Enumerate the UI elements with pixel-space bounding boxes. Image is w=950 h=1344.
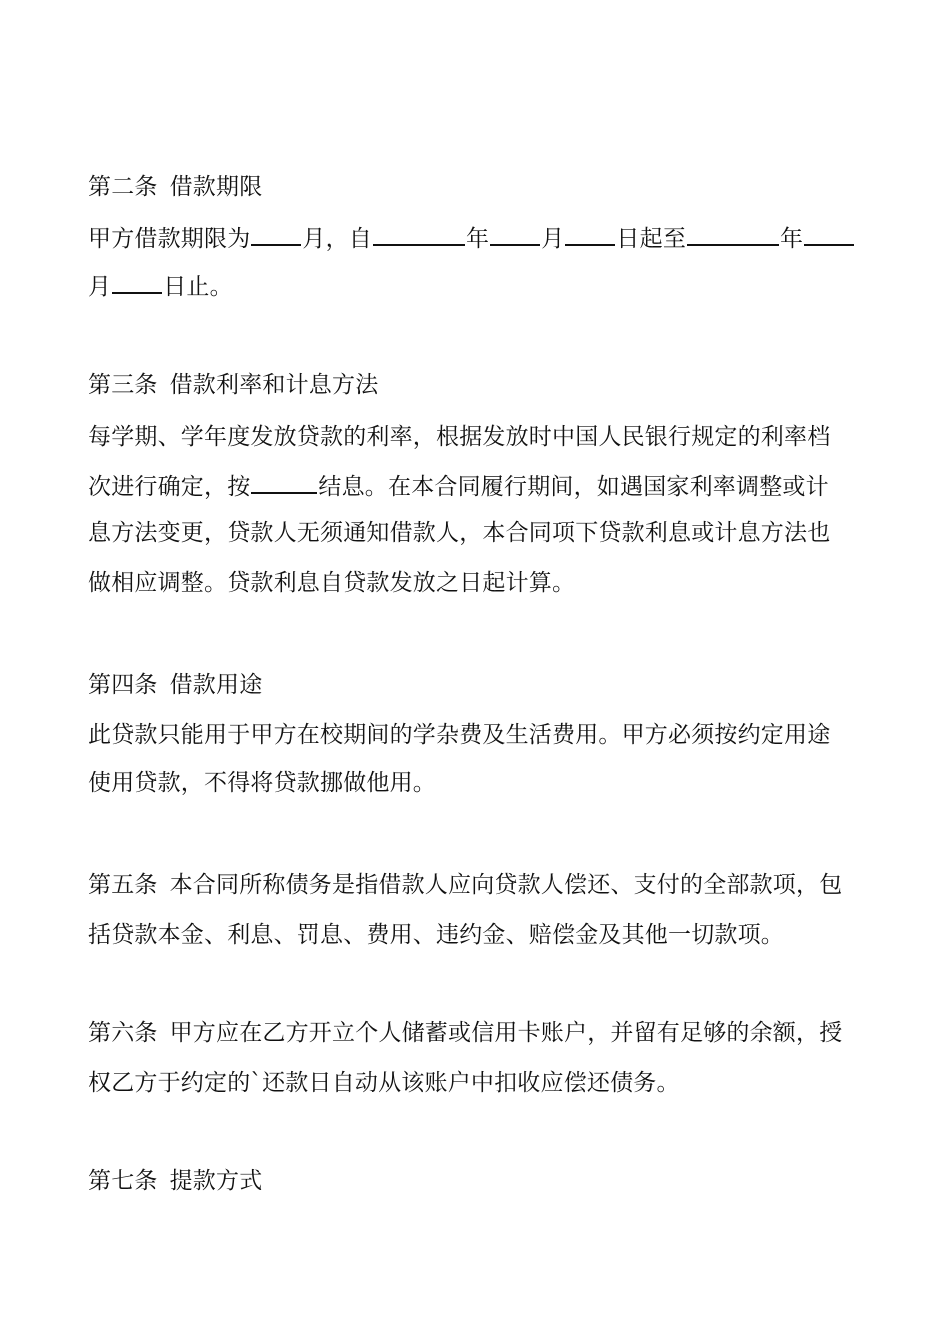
blank-field — [490, 222, 540, 246]
article-2-line-2 — [88, 270, 868, 302]
article-number: 第四条 — [88, 672, 158, 698]
article-4-line-2: 使用贷款，不得将贷款挪做他用。 — [88, 770, 436, 796]
blank-field — [251, 470, 317, 494]
article-3-heading — [88, 370, 868, 400]
text-segment: 本合同所称债务是指借款人应向贷款人偿还、支付的全部款项，包 — [169, 872, 843, 898]
text-segment: 结息。在本合同履行期间，如遇国家利率调整或计 — [318, 474, 829, 500]
article-number: 第五条 — [88, 872, 158, 898]
text-segment: 甲方借款期限为 — [88, 226, 251, 252]
article-number: 第二条 — [88, 174, 158, 200]
text-segment: 月 — [541, 226, 565, 252]
blank-field — [687, 222, 779, 246]
blank-field — [373, 222, 465, 246]
article-title: 借款利率和计息方法 — [169, 372, 379, 398]
text-segment: 月 — [88, 274, 112, 300]
blank-field — [112, 270, 162, 294]
text-segment: 月，自 — [302, 226, 373, 252]
article-number: 第七条 — [88, 1168, 158, 1194]
article-title: 提款方式 — [169, 1168, 263, 1194]
article-2-heading — [88, 172, 868, 202]
text-segment: 日止。 — [163, 274, 233, 300]
article-2-line-1 — [88, 222, 868, 254]
article-title: 借款期限 — [169, 174, 263, 200]
article-3-line-1: 每学期、学年度发放贷款的利率，根据发放时中国人民银行规定的利率档 — [88, 424, 831, 450]
article-number: 第三条 — [88, 372, 158, 398]
article-number: 第六条 — [88, 1020, 158, 1046]
text-segment: 次进行确定，按 — [88, 474, 251, 500]
article-5-line-2: 括贷款本金、利息、罚息、费用、违约金、赔偿金及其他一切款项。 — [88, 922, 784, 948]
article-4-line-1: 此贷款只能用于甲方在校期间的学杂费及生活费用。甲方必须按约定用途 — [88, 722, 831, 748]
text-segment: 年 — [780, 226, 804, 252]
article-6-line-1 — [88, 1018, 868, 1048]
text-segment: 年 — [466, 226, 490, 252]
article-3-line-2 — [88, 470, 868, 502]
text-segment: 日起至 — [616, 226, 687, 252]
article-4-heading — [88, 670, 868, 700]
article-3-line-4: 做相应调整。贷款利息自贷款发放之日起计算。 — [88, 570, 576, 596]
article-5-line-1 — [88, 870, 868, 900]
article-6-line-2: 权乙方于约定的`还款日自动从该账户中扣收应偿还债务。 — [88, 1070, 680, 1096]
blank-field — [565, 222, 615, 246]
text-segment: 甲方应在乙方开立个人储蓄或信用卡账户，并留有足够的余额，授 — [169, 1020, 843, 1046]
blank-field — [804, 222, 854, 246]
blank-field — [251, 222, 301, 246]
article-7-heading — [88, 1166, 868, 1196]
article-title: 借款用途 — [169, 672, 263, 698]
article-3-line-3: 息方法变更，贷款人无须通知借款人，本合同项下贷款利息或计息方法也 — [88, 520, 831, 546]
